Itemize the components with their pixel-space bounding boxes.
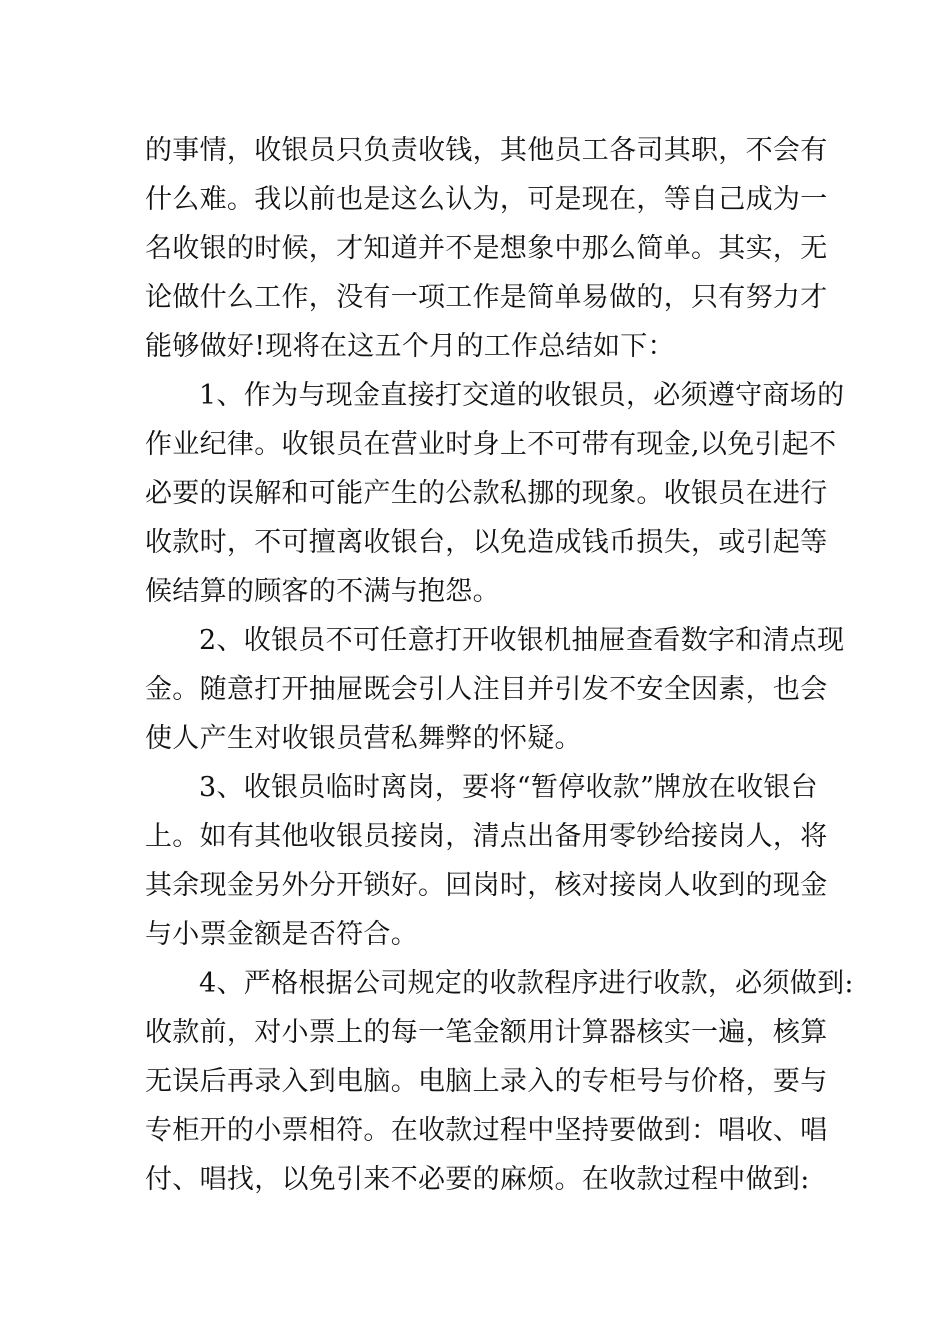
paragraph-3-start: 3、收银员临时离岗，要将“暂停收款”牌放在收银台 [199, 772, 818, 803]
text-line: 必要的误解和可能产生的公款私挪的现象。收银员在进行 [145, 478, 828, 509]
text-line: 使人产生对收银员营私舞弊的怀疑。 [145, 723, 582, 754]
text-line: 专柜开的小票相符。在收款过程中坚持要做到：唱收、唱 [145, 1115, 828, 1146]
paragraph-2-start: 2、收银员不可任意打开收银机抽屉查看数字和清点现 [199, 625, 845, 656]
text-line: 作业纪律。收银员在营业时身上不可带有现金,以免引起不 [145, 429, 837, 460]
text-line: 什么难。我以前也是这么认为，可是现在，等自己成为一 [145, 184, 828, 215]
paragraph-4-start: 4、严格根据公司规定的收款程序进行收款，必须做到: [199, 968, 854, 999]
text-line: 能够做好!现将在这五个月的工作总结如下： [145, 331, 675, 362]
body-text [145, 126, 854, 1204]
text-line: 付、唱找，以免引来不必要的麻烦。在收款过程中做到: [145, 1164, 810, 1195]
text-line: 候结算的顾客的不满与抱怨。 [145, 576, 500, 607]
text-line: 论做什么工作，没有一项工作是简单易做的，只有努力才 [145, 282, 828, 313]
text-line: 名收银的时候，才知道并不是想象中那么简单。其实，无 [145, 233, 828, 264]
text-line: 与小票金额是否符合。 [145, 919, 418, 950]
text-line: 收款时，不可擅离收银台，以免造成钱币损失，或引起等 [145, 527, 828, 558]
text-line: 上。如有其他收银员接岗，清点出备用零钞给接岗人，将 [145, 821, 828, 852]
text-line: 收款前，对小票上的每一笔金额用计算器核实一遍，核算 [145, 1017, 828, 1048]
paragraph-1-start: 1、作为与现金直接打交道的收银员，必须遵守商场的 [199, 380, 845, 411]
text-line: 其余现金另外分开锁好。回岗时，核对接岗人收到的现金 [145, 870, 828, 901]
text-line: 金。随意打开抽屉既会引人注目并引发不安全因素，也会 [145, 674, 828, 705]
text-line: 的事情，收银员只负责收钱，其他员工各司其职，不会有 [145, 135, 828, 166]
text-line: 无误后再录入到电脑。电脑上录入的专柜号与价格，要与 [145, 1066, 828, 1097]
